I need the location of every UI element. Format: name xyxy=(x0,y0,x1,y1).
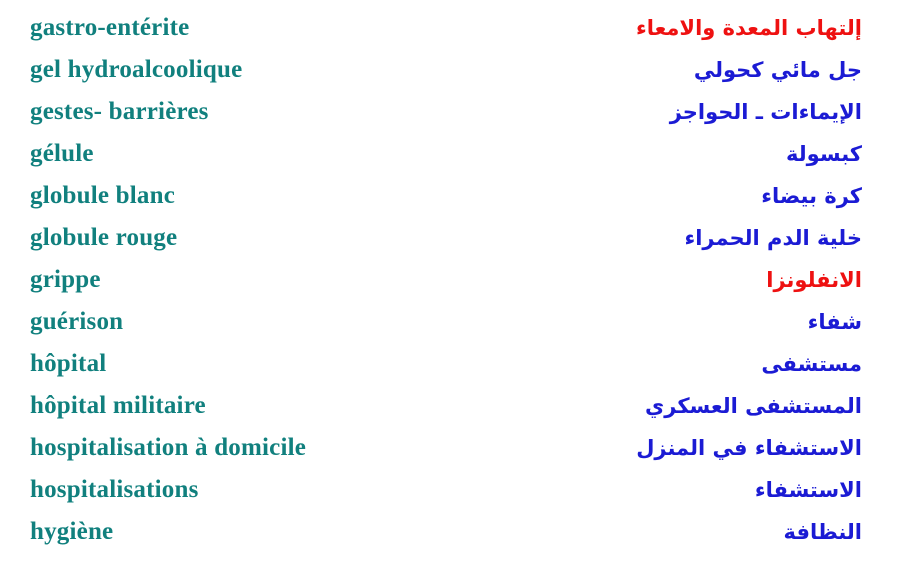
glossary-row xyxy=(24,434,876,476)
french-term: hospitalisations xyxy=(30,476,199,503)
glossary-row xyxy=(24,392,876,434)
french-term: globule rouge xyxy=(30,224,178,251)
arabic-term: الإيماءات ـ الحواجز xyxy=(669,100,862,124)
french-term: guérison xyxy=(30,308,124,335)
glossary-row xyxy=(24,56,876,98)
glossary-row xyxy=(24,14,876,56)
arabic-term: كرة بيضاء xyxy=(761,184,862,208)
glossary-row xyxy=(24,350,876,392)
french-term: hospitalisation à domicile xyxy=(30,434,307,461)
glossary-row xyxy=(24,476,876,518)
arabic-term: النظافة xyxy=(783,520,862,544)
arabic-term: خلية الدم الحمراء xyxy=(684,226,862,250)
arabic-term: الانفلونزا xyxy=(766,268,862,292)
french-term: hygiène xyxy=(30,518,114,545)
french-term: gélule xyxy=(30,140,94,167)
glossary-row xyxy=(24,308,876,350)
arabic-term: المستشفى العسكري xyxy=(645,394,862,418)
french-term: gel hydroalcoolique xyxy=(30,56,243,83)
glossary-row xyxy=(24,98,876,140)
arabic-term: شفاء xyxy=(807,310,862,334)
french-term: gastro-entérite xyxy=(30,14,190,41)
glossary-row xyxy=(24,518,876,560)
arabic-term: إلتهاب المعدة والامعاء xyxy=(635,16,862,40)
french-term: grippe xyxy=(30,266,101,293)
french-term: hôpital xyxy=(30,350,107,377)
glossary-row xyxy=(24,266,876,308)
french-term: gestes- barrières xyxy=(30,98,209,125)
glossary-row xyxy=(24,182,876,224)
arabic-term: مستشفى xyxy=(761,352,862,376)
french-term: globule blanc xyxy=(30,182,175,209)
arabic-term: الاستشفاء xyxy=(754,478,862,502)
arabic-term: جل مائي كحولي xyxy=(693,58,862,82)
glossary-row xyxy=(24,224,876,266)
french-term: hôpital militaire xyxy=(30,392,206,419)
arabic-term: الاستشفاء في المنزل xyxy=(636,436,862,460)
arabic-term: كبسولة xyxy=(786,142,862,166)
glossary-row xyxy=(24,140,876,182)
